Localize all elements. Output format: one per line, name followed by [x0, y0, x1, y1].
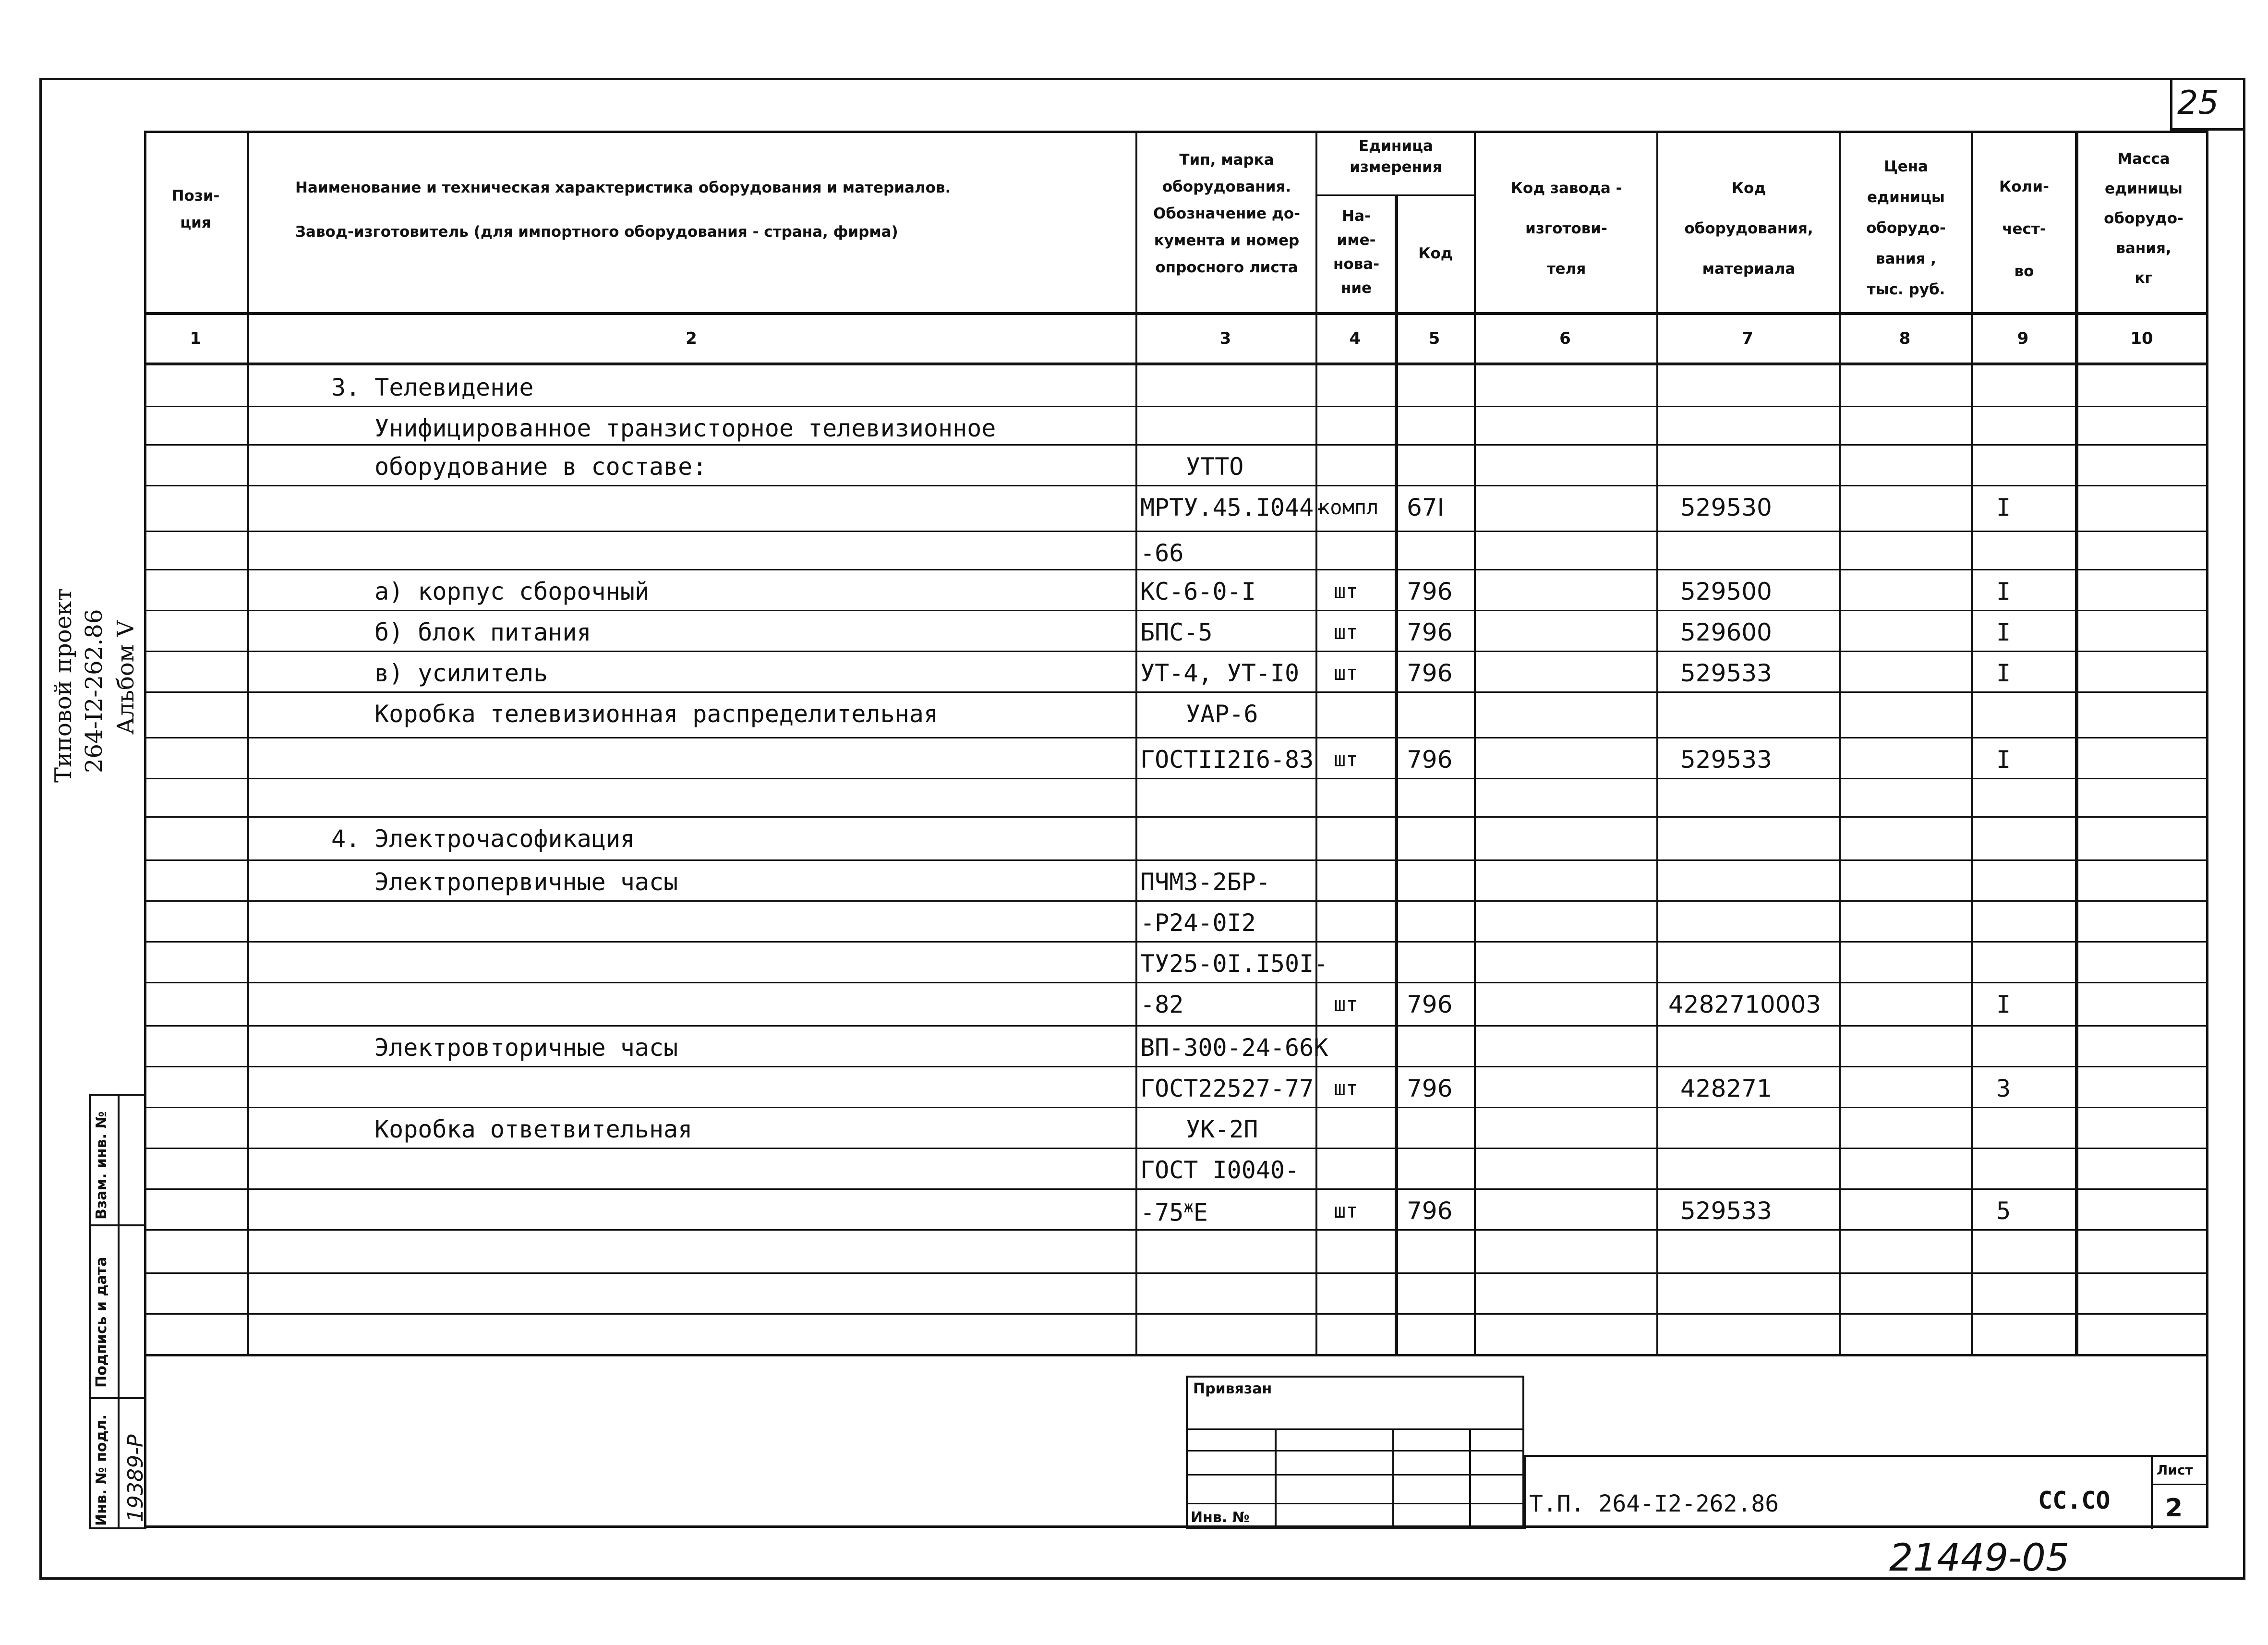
row-6-equip-code: 529600: [1680, 618, 1772, 646]
row-4-type: -66: [1140, 539, 1184, 567]
row-19-type-sup: ж: [1183, 1197, 1194, 1217]
row-3-equip-code: 529530: [1680, 494, 1772, 521]
row-19-type-suffix: Е: [1193, 1198, 1208, 1227]
row-7-unit-code: 796: [1407, 659, 1453, 687]
row-17-name: Коробка ответвительная: [374, 1115, 693, 1143]
row-7-equip-code: 529533: [1680, 659, 1772, 687]
row-6-qty: I: [1996, 618, 2011, 646]
row-19-unit-code: 796: [1407, 1197, 1453, 1225]
row-17-type: УК-2П: [1186, 1115, 1258, 1143]
row-2-name: оборудование в составе:: [374, 453, 707, 481]
row-3-qty: I: [1996, 494, 2011, 521]
col-num-4: 4: [1349, 329, 1361, 348]
sheet-number: 2: [2165, 1494, 2183, 1523]
row-10-name: 4. Электрочасофикация: [331, 825, 635, 853]
privyazan-box: [1186, 1376, 1524, 1529]
bottom-number: 21449-05: [1889, 1536, 2070, 1580]
side-title-2: 264-I2-262.86: [81, 609, 108, 773]
col-num-9: 9: [2017, 329, 2029, 348]
row-15-name: Электровторичные часы: [374, 1034, 678, 1062]
row-11-name: Электропервичные часы: [374, 868, 678, 896]
col-num-5: 5: [1428, 329, 1440, 348]
col-num-7: 7: [1742, 329, 1753, 348]
page-number: 25: [2177, 84, 2219, 122]
header-type: Тип, марка оборудования. Обозначение до- кумента и номер опросного листа: [1153, 151, 1301, 276]
row-5-type: КС-6-0-I: [1140, 578, 1256, 605]
col-num-3: 3: [1219, 329, 1231, 348]
row-8-name: Коробка телевизионная распределительная: [374, 700, 938, 728]
header-unit: Единица измерения: [1350, 137, 1442, 176]
row-11-type: ПЧМЗ-2БР-: [1140, 868, 1270, 896]
header-position: Пози- ция: [171, 187, 220, 231]
row-9-equip-code: 529533: [1680, 746, 1772, 774]
header-price: Цена единицы оборудо- вания , тыс. руб.: [1866, 158, 1946, 298]
header-plant-code: Код завода - изготови- теля: [1510, 180, 1622, 278]
row-16-equip-code: 428271: [1680, 1075, 1772, 1102]
row-5-unit: шт: [1334, 580, 1358, 603]
row-6-unit: шт: [1334, 620, 1358, 644]
col-num-1: 1: [190, 329, 202, 348]
col-num-8: 8: [1899, 329, 1911, 348]
row-5-unit-code: 796: [1407, 578, 1453, 605]
row-15-type: ВП-300-24-66К: [1140, 1034, 1328, 1062]
header-mass: Масса единицы оборудо- вания, кг: [2104, 150, 2184, 287]
row-0-name: 3. Телевидение: [331, 374, 534, 401]
row-9-unit-code: 796: [1407, 746, 1453, 774]
row-14-type: -82: [1140, 991, 1184, 1018]
col-num-6: 6: [1559, 329, 1571, 348]
row-19-qty: 5: [1996, 1197, 2011, 1225]
row-7-name: в) усилитель: [374, 659, 548, 687]
vzam-inv-label: Взам. инв. №: [93, 1111, 110, 1220]
sheet-label: Лист: [2157, 1462, 2193, 1478]
col-num-10: 10: [2130, 329, 2153, 348]
col-num-2: 2: [686, 329, 697, 348]
row-5-name: а) корпус сборочный: [374, 578, 649, 605]
row-14-equip-code: 4282710003: [1668, 991, 1822, 1018]
side-title-1: Типовой проект: [50, 588, 77, 783]
row-7-unit: шт: [1334, 661, 1358, 685]
row-8-type: УАР-6: [1186, 700, 1258, 728]
row-14-unit: шт: [1334, 992, 1358, 1016]
row-16-qty: 3: [1996, 1075, 2011, 1102]
row-19-equip-code: 529533: [1680, 1197, 1772, 1225]
row-5-equip-code: 529500: [1680, 578, 1772, 605]
row-3-unit-code: 67I: [1407, 494, 1445, 521]
row-3-type: МРТУ.45.I044-: [1140, 494, 1328, 521]
row-19-unit: шт: [1334, 1199, 1358, 1222]
podpis-label: Подпись и дата: [93, 1257, 110, 1388]
row-16-unit: шт: [1334, 1077, 1358, 1100]
row-19-type: $-75^жЕ$: [1140, 1197, 1208, 1227]
privyazan-label: Привязан: [1193, 1380, 1272, 1397]
row-14-unit-code: 796: [1407, 991, 1453, 1018]
row-7-qty: I: [1996, 659, 2011, 687]
side-title-3: Альбом V: [112, 620, 139, 735]
row-9-qty: I: [1996, 746, 2011, 774]
inv-podl-value: 19389-Р: [123, 1434, 148, 1522]
row-2-type: УТТО: [1186, 453, 1244, 481]
row-6-name: б) блок питания: [374, 618, 591, 646]
row-6-type: БПС-5: [1140, 618, 1213, 646]
header-unit-code: Код: [1418, 245, 1453, 262]
row-16-unit-code: 796: [1407, 1075, 1453, 1102]
row-16-type: ГОСТ22527-77: [1140, 1075, 1314, 1102]
row-9-unit: шт: [1334, 748, 1358, 771]
row-6-unit-code: 796: [1407, 618, 1453, 646]
header-qty: Коли- чест- во: [1999, 178, 2049, 280]
doc-mark: СС.СО: [2038, 1487, 2111, 1514]
row-14-qty: I: [1996, 991, 2011, 1018]
row-1-name: Унифицированное транзисторное телевизионное: [374, 414, 996, 442]
header-unit-name: На- име- нова- ние: [1333, 207, 1380, 297]
row-18-type: ГОСТ I0040-: [1140, 1156, 1300, 1184]
inv-podl-label: Инв. № подл.: [93, 1414, 110, 1526]
doc-code: Т.П. 264-I2-262.86: [1529, 1490, 1779, 1517]
row-7-type: УТ-4, УТ-I0: [1140, 659, 1300, 687]
row-13-type: ТУ25-0I.I50I-: [1140, 950, 1328, 978]
row-12-type: -Р24-0I2: [1140, 909, 1256, 937]
header-equip-code: Код оборудования, материала: [1684, 180, 1813, 278]
row-5-qty: I: [1996, 578, 2011, 605]
row-9-type: ГОСТII2I6-83: [1140, 746, 1314, 774]
inv-no-label: Инв. №: [1191, 1509, 1250, 1526]
row-3-unit: компл: [1318, 496, 1379, 519]
header-name: Наименование и техническая характеристика оборудования и материалов. Завод-изготовитель (для импортного оборудования - страна, фирма): [295, 179, 951, 241]
